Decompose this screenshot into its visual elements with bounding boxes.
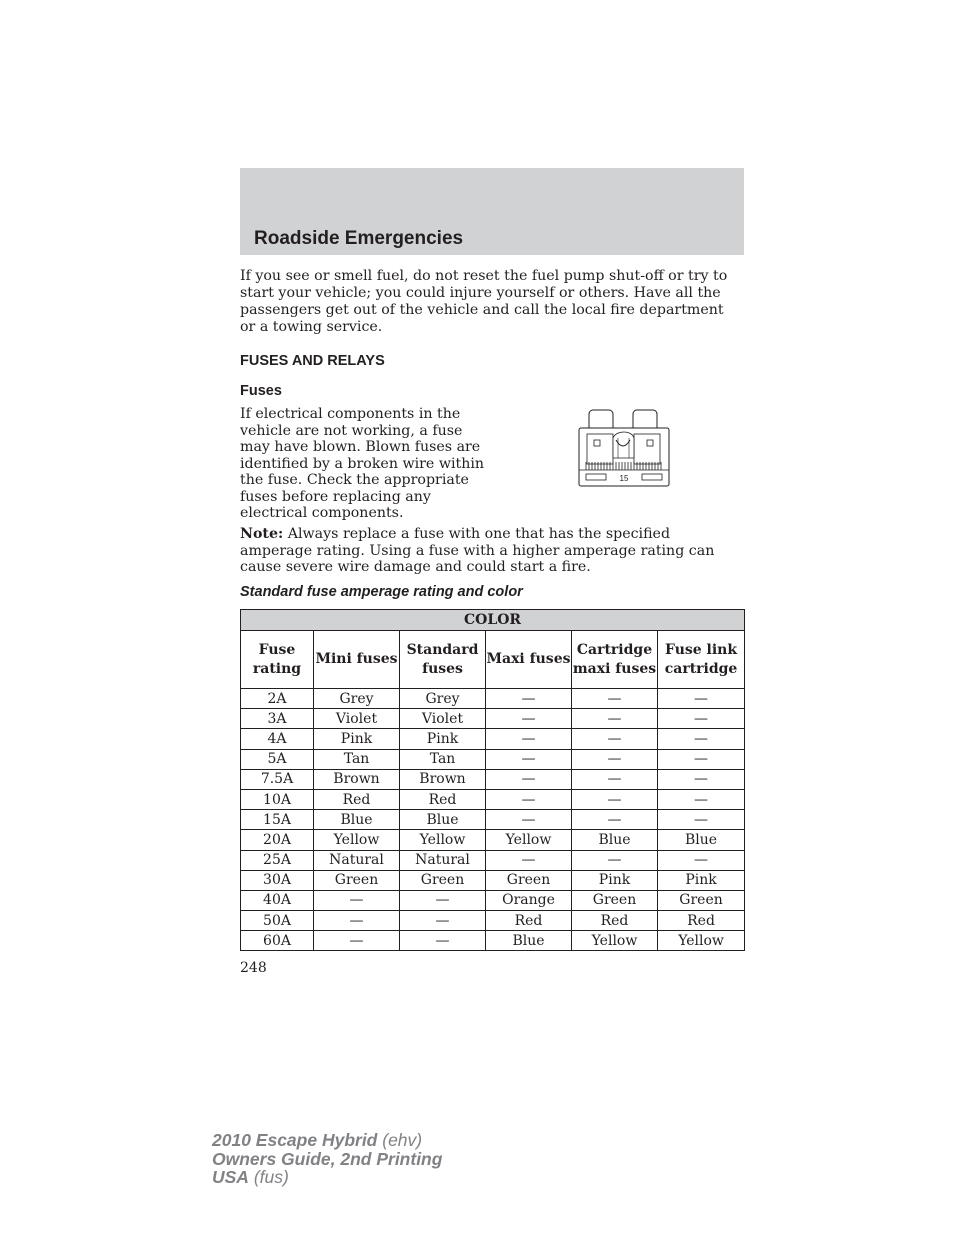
section-header-band — [240, 168, 744, 255]
table-cell: 20A — [241, 830, 314, 850]
table-cell: — — [486, 850, 572, 870]
table-cell: — — [572, 850, 658, 870]
table-cell: — — [486, 810, 572, 830]
table-cell: — — [314, 911, 400, 931]
table-cell: — — [486, 729, 572, 749]
footer-model-code: (ehv) — [377, 1130, 423, 1150]
table-row — [241, 769, 745, 789]
table-row — [241, 911, 745, 931]
table-cell: Pink — [314, 729, 400, 749]
column-header: Maxi fuses — [486, 631, 572, 689]
table-caption: Standard fuse amperage rating and color — [240, 584, 523, 600]
fuel-warning-paragraph: If you see or smell fuel, do not reset the fuel pump shut-off or try to start your vehicle; you could injure yourself or others. Have all the passengers get out of the vehicle and call the local fire department or a towing service. — [240, 268, 728, 335]
table-cell: 60A — [241, 931, 314, 951]
table-cell: Violet — [314, 709, 400, 729]
column-header: Fuse link cartridge — [658, 631, 745, 689]
column-header: Cartridge maxi fuses — [572, 631, 658, 689]
table-cell: 40A — [241, 890, 314, 910]
blade-fuse-icon — [576, 408, 674, 490]
note-label: Note: — [240, 526, 284, 542]
table-group-header-row — [241, 610, 745, 631]
table-cell: 10A — [241, 789, 314, 809]
fuse-illustration — [576, 408, 674, 494]
table-cell: 7.5A — [241, 769, 314, 789]
table-cell: — — [314, 890, 400, 910]
table-row — [241, 810, 745, 830]
table-cell: Blue — [572, 830, 658, 850]
table-cell: Blue — [314, 810, 400, 830]
table-cell: Green — [658, 890, 745, 910]
table-cell: Pink — [658, 870, 745, 890]
table-cell: — — [486, 769, 572, 789]
color-group-header: COLOR — [241, 610, 745, 631]
footer-model: 2010 Escape Hybrid — [212, 1130, 378, 1150]
table-row — [241, 749, 745, 769]
table-cell: — — [400, 931, 486, 951]
note-paragraph — [240, 526, 744, 576]
table-cell: 50A — [241, 911, 314, 931]
fuses-paragraph: If electrical components in the vehicle are not working, a fuse may have blown. Blown fuses are identified by a broken wire within the fuse. Check the appropriate fuses before replacing any electrical components. — [240, 406, 485, 521]
table-cell: Brown — [400, 769, 486, 789]
note-text: Always replace a fuse with one that has the specified amperage rating. Using a fuse with a higher amperage rating can cause severe wire damage and could start a fire. — [240, 526, 715, 575]
table-cell: — — [572, 810, 658, 830]
fuses-and-relays-heading: FUSES AND RELAYS — [240, 353, 385, 369]
table-cell: — — [658, 850, 745, 870]
table-cell: 4A — [241, 729, 314, 749]
table-cell: — — [658, 769, 745, 789]
table-cell: — — [486, 689, 572, 709]
table-cell: Grey — [314, 689, 400, 709]
table-cell: — — [658, 729, 745, 749]
table-cell: Blue — [400, 810, 486, 830]
document-footer — [212, 1131, 442, 1187]
table-column-header-row — [241, 631, 745, 689]
table-cell: Green — [314, 870, 400, 890]
table-cell: Pink — [572, 870, 658, 890]
table-row — [241, 729, 745, 749]
table-cell: — — [658, 810, 745, 830]
table-cell: — — [658, 709, 745, 729]
table-cell: — — [400, 911, 486, 931]
table-row — [241, 789, 745, 809]
table-cell: Yellow — [658, 931, 745, 951]
column-header: Mini fuses — [314, 631, 400, 689]
table-cell: — — [658, 789, 745, 809]
table-cell: — — [572, 769, 658, 789]
table-cell: 5A — [241, 749, 314, 769]
table-cell: Yellow — [486, 830, 572, 850]
table-cell: Green — [400, 870, 486, 890]
table-cell: — — [486, 789, 572, 809]
table-row — [241, 890, 745, 910]
fuses-subheading: Fuses — [240, 383, 282, 399]
table-cell: Green — [486, 870, 572, 890]
table-cell: — — [486, 709, 572, 729]
table-cell: Red — [658, 911, 745, 931]
footer-market: USA — [212, 1167, 249, 1187]
table-cell: Red — [314, 789, 400, 809]
table-row — [241, 830, 745, 850]
table-cell: 25A — [241, 850, 314, 870]
table-cell: Yellow — [314, 830, 400, 850]
table-cell: Yellow — [572, 931, 658, 951]
section-title: Roadside Emergencies — [254, 228, 464, 249]
table-cell: Red — [572, 911, 658, 931]
table-row — [241, 931, 745, 951]
table-cell: — — [572, 749, 658, 769]
table-cell: Brown — [314, 769, 400, 789]
table-cell: 2A — [241, 689, 314, 709]
table-cell: Natural — [400, 850, 486, 870]
table-cell: — — [400, 890, 486, 910]
table-row — [241, 689, 745, 709]
table-cell: 30A — [241, 870, 314, 890]
table-cell: 3A — [241, 709, 314, 729]
table-cell: — — [658, 749, 745, 769]
table-cell: — — [572, 789, 658, 809]
table-cell: Tan — [400, 749, 486, 769]
table-cell: — — [572, 729, 658, 749]
column-header: Standard fuses — [400, 631, 486, 689]
column-header: Fuse rating — [241, 631, 314, 689]
table-cell: Tan — [314, 749, 400, 769]
table-row — [241, 850, 745, 870]
table-cell: Natural — [314, 850, 400, 870]
table-cell: Blue — [486, 931, 572, 951]
table-cell: Red — [486, 911, 572, 931]
table-cell: — — [486, 749, 572, 769]
footer-printing: Owners Guide, 2nd Printing — [212, 1148, 443, 1169]
page-number: 248 — [240, 960, 267, 976]
table-cell: Blue — [658, 830, 745, 850]
table-cell: — — [658, 689, 745, 709]
table-cell: — — [572, 689, 658, 709]
fuse-rating-label: 15 — [619, 474, 629, 483]
table-body — [241, 689, 745, 951]
footer-market-code: (fus) — [248, 1167, 289, 1187]
table-cell: Grey — [400, 689, 486, 709]
table-cell: Green — [572, 890, 658, 910]
table-cell: — — [314, 931, 400, 951]
table-cell: Red — [400, 789, 486, 809]
table-cell: Violet — [400, 709, 486, 729]
table-cell: Yellow — [400, 830, 486, 850]
table-row — [241, 870, 745, 890]
fuse-color-table — [240, 609, 745, 951]
table-cell: Orange — [486, 890, 572, 910]
table-cell: Pink — [400, 729, 486, 749]
table-cell: — — [572, 709, 658, 729]
table-cell: 15A — [241, 810, 314, 830]
table-row — [241, 709, 745, 729]
